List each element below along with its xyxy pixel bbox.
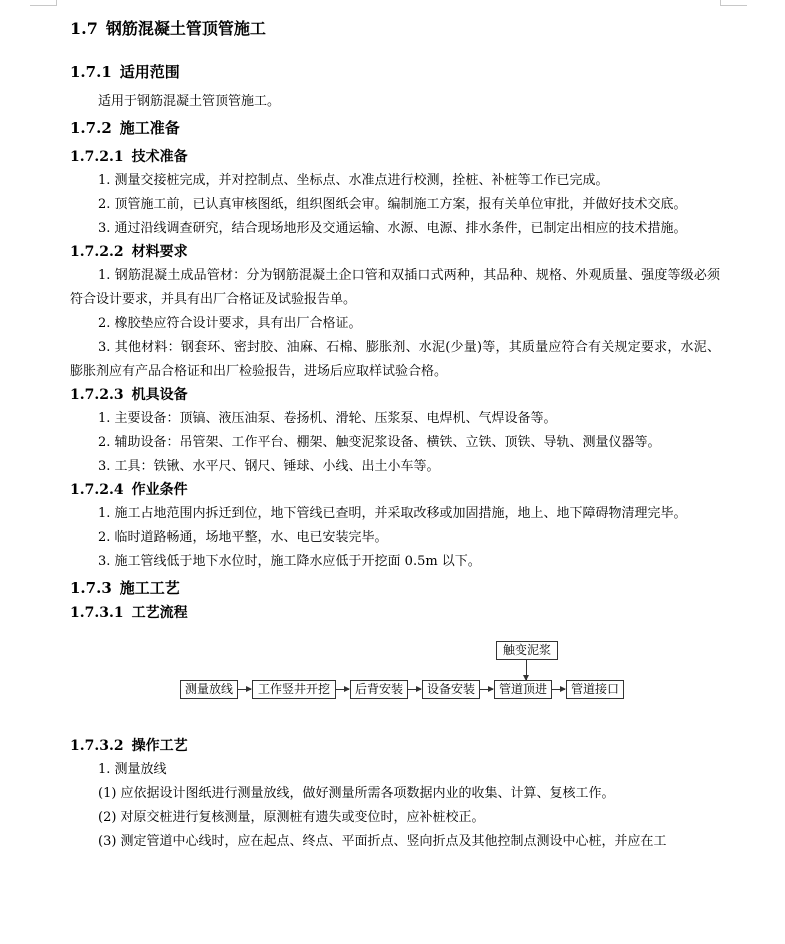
flow-step: 管道接口 [566,680,624,699]
tech-prep-title: 技术准备 [131,149,188,165]
list-item: 1. 钢筋混凝土成品管材：分为钢筋混凝土企口管和双插口式两种，其品种、规格、外观质量、强度等级必须符合设计要求，并具有出厂合格证及试验报告单。 [70,268,720,307]
flow-step: 工作竖井开挖 [252,680,336,699]
flow-arrow [479,689,493,690]
list-item: 1. 测量交接桩完成，并对控制点、坐标点、水准点进行校测，拴桩、补桩等工作已完成。 [98,173,609,188]
flow-arrow [335,689,349,690]
page-corner-mark-left [30,0,57,6]
flow-arrow [551,689,565,690]
equipment-heading [70,384,720,407]
ops-subtitle: 1. 测量放线 [98,762,167,777]
equipment-number: 1.7.2.3 [70,387,124,403]
section-title: 钢筋混凝土管顶管施工 [105,19,266,38]
section-heading [70,14,720,44]
list-item: 1. 施工占地范围内拆迁到位，地下管线已查明，并采取改移或加固措施，地上、地下障碍物清理完毕。 [98,506,687,521]
list-item: 2. 顶管施工前，已认真审核图纸，组织图纸会审。编制施工方案，报有关单位审批，并做好技术交底。 [98,197,687,212]
flow-heading [70,602,720,625]
list-item: 3. 施工管线低于地下水位时，施工降水应低于开挖面 0.5m 以下。 [98,554,481,569]
list-item: (1) 应依据设计图纸进行测量放线，做好测量所需各项数据内业的收集、计算、复核工作。 [98,786,615,801]
scope-title: 适用范围 [119,63,180,81]
flow-step: 设备安装 [422,680,480,699]
flow-number: 1.7.3.1 [70,605,124,621]
materials-title: 材料要求 [131,244,188,260]
process-number: 1.7.3 [70,579,112,597]
scope-text: 适用于钢筋混凝土管顶管施工。 [98,94,281,109]
materials-heading [70,241,720,264]
tech-prep-heading [70,146,720,169]
list-item: 3. 其他材料：钢套环、密封胶、油麻、石棉、膨胀剂、水泥(少量)等，其质量应符合有关规定要求，水泥、膨胀剂应有产品合格证和出厂检验报告，进场后应取样试验合格。 [70,340,720,379]
ops-title: 操作工艺 [131,738,188,754]
flow-arrow [237,689,251,690]
list-item: 3. 通过沿线调查研究，结合现场地形及交通运输、水源、电源、排水条件，已制定出相应的技术措施。 [98,221,687,236]
flow-step: 管道顶进 [494,680,552,699]
tech-prep-number: 1.7.2.1 [70,149,124,165]
conditions-heading [70,479,720,502]
list-item: 1. 主要设备：顶镐、液压油泵、卷扬机、滑轮、压浆泵、电焊机、气焊设备等。 [98,411,557,426]
process-title: 施工工艺 [119,579,180,597]
prep-heading [70,114,720,142]
section-number: 1.7 [70,19,98,38]
materials-number: 1.7.2.2 [70,244,124,260]
page-corner-mark-right [720,0,747,6]
flow-step: 测量放线 [180,680,238,699]
conditions-number: 1.7.2.4 [70,482,124,498]
list-item: 2. 临时道路畅通，场地平整，水、电已安装完毕。 [98,530,388,545]
flow-down-arrow [526,660,527,680]
scope-number: 1.7.1 [70,63,112,81]
ops-number: 1.7.3.2 [70,738,124,754]
document-page [70,14,720,854]
prep-title: 施工准备 [119,119,180,137]
list-item: (3) 测定管道中心线时，应在起点、终点、平面折点、竖向折点及其他控制点测设中心桩，并应在工 [98,834,667,849]
flow-step: 后背安装 [350,680,408,699]
flow-side-step: 触变泥浆 [496,641,558,660]
scope-heading [70,58,720,86]
prep-number: 1.7.2 [70,119,112,137]
ops-heading [70,735,720,758]
list-item: (2) 对原交桩进行复核测量，原测桩有遗失或变位时，应补桩校正。 [98,810,485,825]
equipment-title: 机具设备 [131,387,188,403]
list-item: 3. 工具：铁锹、水平尺、钢尺、锤球、小线、出土小车等。 [98,459,440,474]
process-flowchart [70,625,720,735]
conditions-title: 作业条件 [131,482,188,498]
list-item: 2. 辅助设备：吊管架、工作平台、棚架、触变泥浆设备、横铁、立铁、顶铁、导轨、测量仪器等。 [98,435,661,450]
flow-arrow [407,689,421,690]
process-heading [70,574,720,602]
list-item: 2. 橡胶垫应符合设计要求，具有出厂合格证。 [98,316,362,331]
flow-title: 工艺流程 [131,605,188,621]
